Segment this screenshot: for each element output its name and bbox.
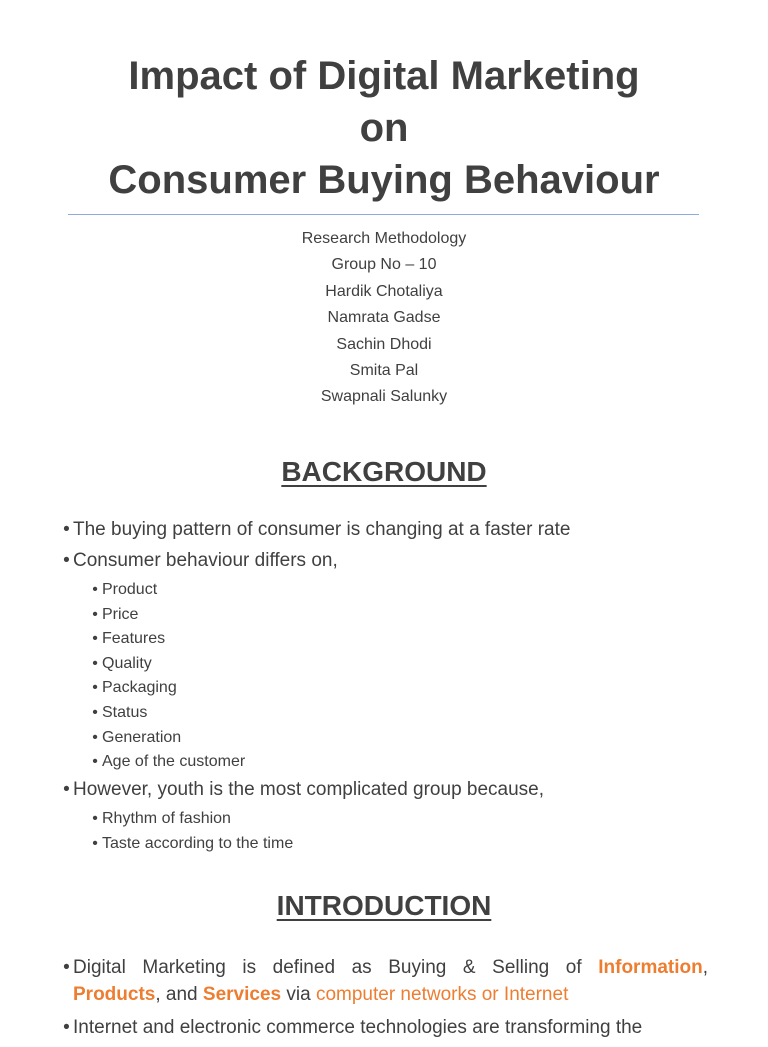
bullet-icon: • bbox=[92, 753, 98, 771]
bullet-icon: • bbox=[63, 1017, 70, 1038]
bullet-icon: • bbox=[63, 957, 70, 978]
member-name: Swapnali Salunky bbox=[320, 388, 448, 406]
list-item: • Taste according to the time bbox=[88, 834, 720, 854]
list-item: • Price bbox=[88, 605, 720, 625]
list-item: • Status bbox=[88, 703, 720, 723]
title-line-3: Consumer Buying Behaviour bbox=[108, 158, 660, 202]
member-name: Smita Pal bbox=[349, 362, 419, 380]
keyword-information: Information bbox=[598, 957, 703, 978]
subtitle-block bbox=[0, 226, 768, 411]
member-name: Sachin Dhodi bbox=[336, 335, 432, 353]
introduction-heading: INTRODUCTION bbox=[276, 890, 492, 921]
list-item: • Product bbox=[88, 580, 720, 600]
member-name: Namrata Gadse bbox=[327, 309, 441, 327]
background-list bbox=[60, 518, 720, 858]
keyword-networks: computer networks or Internet bbox=[315, 984, 569, 1005]
title-line-1: Impact of Digital Marketing bbox=[128, 54, 640, 98]
bullet-icon: • bbox=[92, 654, 98, 672]
keyword-products: Products bbox=[73, 984, 156, 1005]
bullet-icon: • bbox=[92, 630, 98, 648]
background-heading: BACKGROUND bbox=[281, 456, 487, 487]
list-item: • The buying pattern of consumer is changing at a faster rate bbox=[60, 518, 720, 542]
bullet-icon: • bbox=[92, 834, 98, 852]
bullet-icon: • bbox=[63, 550, 70, 571]
introduction-list bbox=[60, 954, 708, 1047]
list-item: • Packaging bbox=[88, 678, 720, 698]
bullet-icon: • bbox=[92, 703, 98, 721]
list-item: • Digital Marketing is defined as Buying & Selling of Information, Products, and Services via computer networks or Internet bbox=[60, 954, 708, 1008]
list-item: • Internet and electronic commerce technologies are transforming the bbox=[60, 1016, 708, 1040]
title-line-2: on bbox=[359, 106, 409, 150]
list-item: • However, youth is the most complicated group because, bbox=[60, 778, 720, 802]
bullet-icon: • bbox=[92, 679, 98, 697]
bullet-icon: • bbox=[92, 605, 98, 623]
bullet-icon: • bbox=[92, 581, 98, 598]
bullet-icon: • bbox=[63, 779, 70, 801]
member-name: Hardik Chotaliya bbox=[325, 282, 443, 300]
group-number: Group No – 10 bbox=[331, 256, 437, 274]
bullet-icon: • bbox=[63, 519, 70, 540]
list-item: • Features bbox=[88, 629, 720, 649]
title-divider bbox=[68, 214, 699, 215]
list-item: • Rhythm of fashion bbox=[88, 809, 720, 829]
bullet-icon: • bbox=[92, 728, 98, 746]
document-title bbox=[0, 50, 768, 206]
list-item: • Consumer behaviour differs on, bbox=[60, 549, 720, 573]
list-item: • Generation bbox=[88, 728, 720, 748]
course-name: Research Methodology bbox=[301, 230, 467, 247]
list-item: • Quality bbox=[88, 654, 720, 674]
keyword-services: Services bbox=[202, 984, 282, 1005]
list-item: • Age of the customer bbox=[88, 752, 720, 772]
bullet-icon: • bbox=[92, 810, 98, 828]
